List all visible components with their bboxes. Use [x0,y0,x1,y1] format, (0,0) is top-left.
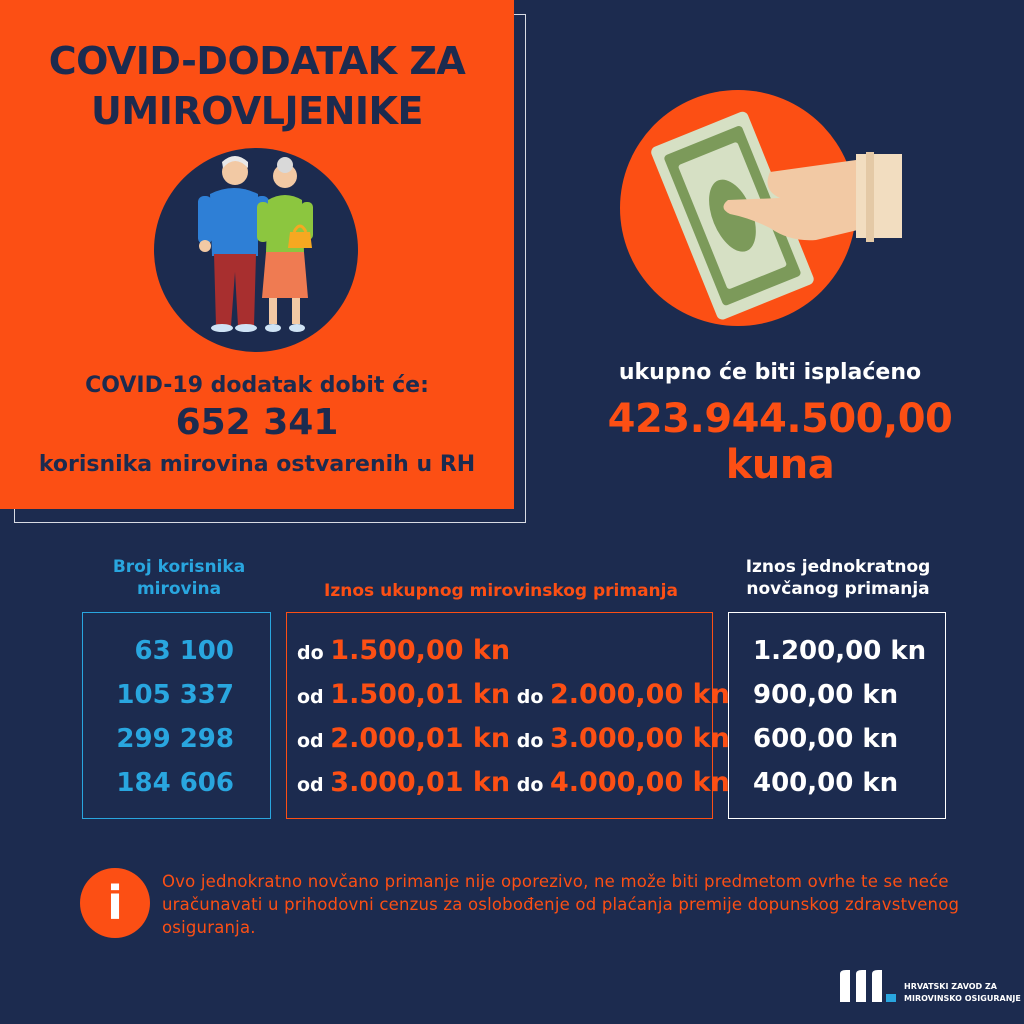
info-icon: i [80,868,150,938]
income-column [286,612,730,819]
range-from-value: 2.000,01 kn [330,723,511,754]
header-payment: Iznos jednokratnog novčanog primanja [745,557,931,599]
logo-text [904,981,1021,1005]
header-income: Iznos ukupnog mirovinskog primanja [324,581,678,601]
payment-cell: 900,00 kn [753,680,899,710]
beneficiary-description: korisnika mirovina ostvarenih u RH [38,452,476,477]
summary-panel [0,0,514,509]
payment-cell: 1.200,00 kn [753,636,927,666]
header-beneficiaries: Broj korisnika mirovina [112,557,246,599]
range-from-value: 3.000,01 kn [330,767,511,798]
range-from-word: od [297,686,324,708]
total-amount: 423.944.500,00 kuna [607,396,953,488]
info-note: Ovo jednokratno novčano primanje nije oporezivo, ne može biti predmetom ovrhe te se neće uračunavati u prihodovni cenzus za oslobođenje od plaćanja premije dopunskog zdravstvenog osiguranja. [162,872,960,937]
payment-cell: 600,00 kn [753,724,899,754]
income-range-row [287,761,730,805]
range-to-word: do [297,642,324,664]
range-to-value: 3.000,00 kn [550,723,730,754]
range-from-word: od [297,730,324,752]
logo-line-2: MIROVINSKO OSIGURANJE [904,994,1021,1003]
title-line-2: UMIROVLJENIKE [91,89,423,133]
hand-money-icon [620,90,856,326]
range-from-value: 1.500,01 kn [330,679,511,710]
range-from-word: od [297,774,324,796]
range-to-word: do [516,686,544,708]
beneficiaries-cell: 299 298 [116,724,234,754]
beneficiary-count: 652 341 [175,402,339,443]
title-line-1: COVID-DODATAK ZA [48,39,466,83]
beneficiaries-column [82,612,271,819]
range-to-word: do [516,730,544,752]
payment-cell: 400,00 kn [753,768,899,798]
range-to-value: 2.000,00 kn [550,679,730,710]
payment-column [728,612,946,819]
page-title [0,36,514,136]
range-to-value: 1.500,00 kn [330,635,511,666]
beneficiaries-cell: 63 100 [134,636,234,666]
income-range-row [287,629,712,673]
beneficiaries-cell: 105 337 [116,680,234,710]
hzmo-logo [838,968,900,1008]
income-range-row [287,717,730,761]
logo-line-1: HRVATSKI ZAVOD ZA [904,982,997,991]
total-label: ukupno će biti isplaćeno [618,360,922,385]
income-range-row [287,673,730,717]
bonus-subtitle: COVID-19 dodatak dobit će: [85,373,429,398]
elderly-couple-icon [154,148,358,352]
beneficiaries-cell: 184 606 [116,768,234,798]
range-to-word: do [516,774,544,796]
range-to-value: 4.000,00 kn [550,767,730,798]
